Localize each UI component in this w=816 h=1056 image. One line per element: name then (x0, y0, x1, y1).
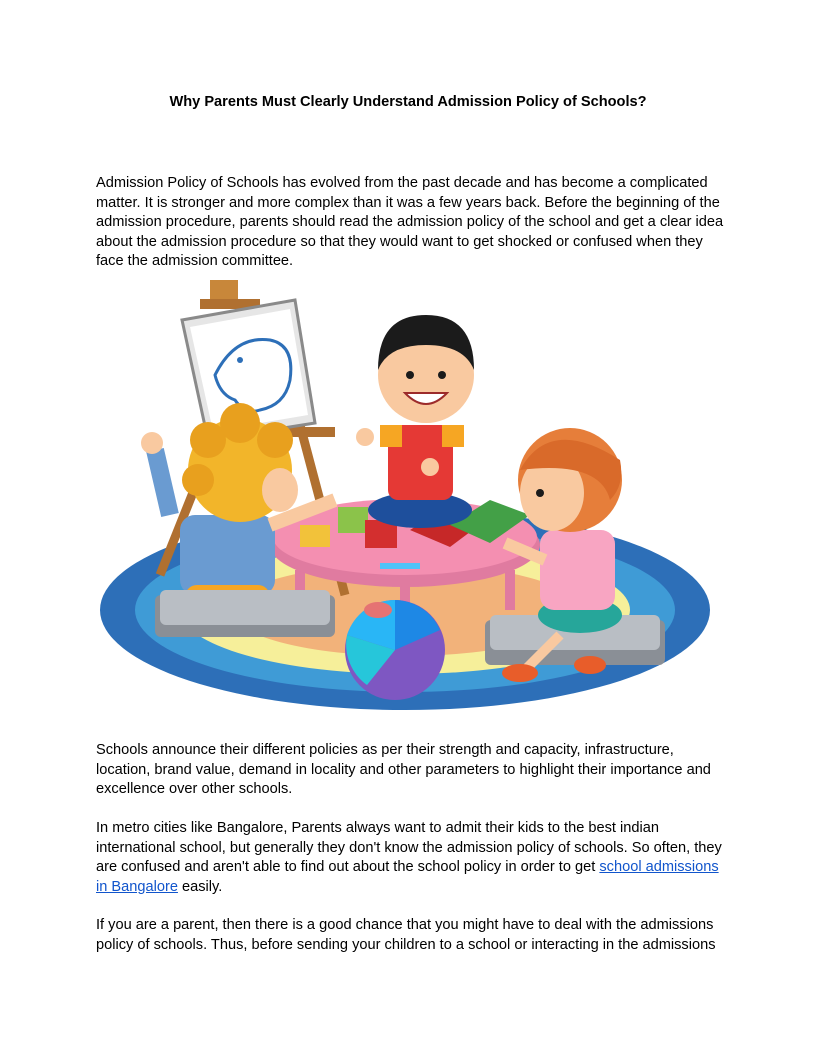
paragraph3-text-after: easily. (177, 878, 223, 895)
beach-ball (345, 600, 445, 700)
paragraph-parent: If you are a parent, then there is a good chance that you might have to deal with the admissions policy of schools. Thus, before sending your children to a school or interacting in the admissions (96, 917, 716, 953)
kids-playing-illustration (100, 275, 720, 720)
boy-center (356, 315, 474, 528)
yellow-block (300, 525, 330, 547)
paragraph-school-policies: Schools announce their different policies as per their strength and capacity, infrastructure, location, brand value, demand in locality and other parameters to highlight their importance and excellence over other schools. (96, 742, 711, 797)
paragraph-intro: Admission Policy of Schools has evolved from the past decade and has become a complicated matter. It is stronger and more complex than it was a few years back. Before the beginning of the admission procedure, parents should read the admission policy of the school and get a clear idea about the admission procedure so that they would want to get shocked or confused when they face the admission committee. (96, 175, 724, 269)
green-block (338, 507, 368, 533)
document-title: Why Parents Must Clearly Understand Admission Policy of Schools? (169, 94, 647, 110)
paragraph3-text-before: In metro cities like Bangalore, Parents always want to admit their kids to the best indian international school, but generally they don't know the admission policy of schools. So often, they are confused and aren't able to find out about the school policy in order to get (96, 820, 722, 875)
crayon (380, 563, 420, 569)
school-admissions-link[interactable]: school admissions in Bangalore (96, 859, 719, 895)
paragraph-metro-cities (96, 819, 726, 897)
